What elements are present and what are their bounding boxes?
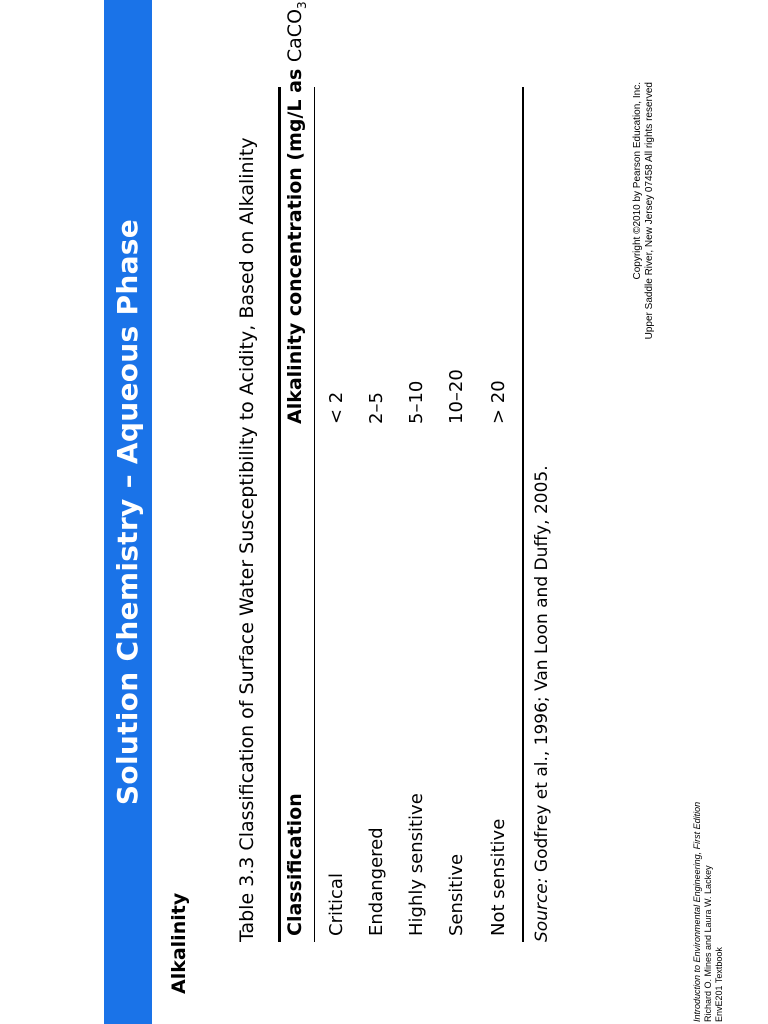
table-caption: Table 3.3 Classification of Surface Water Susceptibility to Acidity, Based on Alkalinity: [236, 137, 258, 942]
table-top-rule: [278, 87, 281, 942]
slide-title: Solution Chemistry – Aqueous Phase: [111, 218, 144, 806]
row-classification: Highly sensitive: [406, 793, 427, 936]
row-classification: Endangered: [366, 827, 387, 936]
footer-copyright: [632, 82, 656, 339]
footer-citation: [692, 802, 725, 1022]
header-unit-subscript: 3: [294, 1, 309, 9]
row-classification: Sensitive: [446, 853, 467, 936]
footer-book-title: Introduction to Environmental Engineering, First Edition: [692, 801, 702, 1022]
table-source: [532, 465, 552, 942]
header-unit-base: CaCO: [284, 8, 306, 63]
header-unit: [284, 1, 309, 63]
source-text: Godfrey et al., 1996; Van Loon and Duffy, 2005.: [532, 465, 552, 878]
footer-authors: Richard O. Mines and Laura W. Lackey: [703, 865, 713, 1022]
row-concentration: < 2: [326, 391, 347, 424]
row-concentration: 2–5: [366, 392, 387, 424]
header-concentration: [284, 0, 309, 424]
row-concentration: 5–10: [406, 380, 427, 424]
copyright-line-1: Copyright ©2010 by Pearson Education, Inc.: [632, 82, 643, 280]
footer-course: EnvE201 Textbook: [714, 947, 724, 1022]
header-concentration-label: Alkalinity concentration (mg/L as: [284, 62, 306, 424]
header-close: [284, 0, 306, 1]
copyright-line-2: Upper Saddle River, New Jersey 07458 All rights reserved: [644, 82, 655, 340]
table-bottom-rule: [522, 87, 524, 942]
row-concentration: > 20: [488, 380, 509, 424]
section-heading: Alkalinity: [168, 892, 190, 994]
row-classification: Not sensitive: [488, 818, 509, 936]
row-classification: Critical: [326, 873, 347, 936]
row-concentration: 10–20: [446, 369, 467, 424]
header-classification: Classification: [284, 793, 306, 936]
title-band: [104, 0, 152, 1024]
source-label: Source:: [532, 877, 552, 942]
table-header-rule: [314, 87, 315, 942]
